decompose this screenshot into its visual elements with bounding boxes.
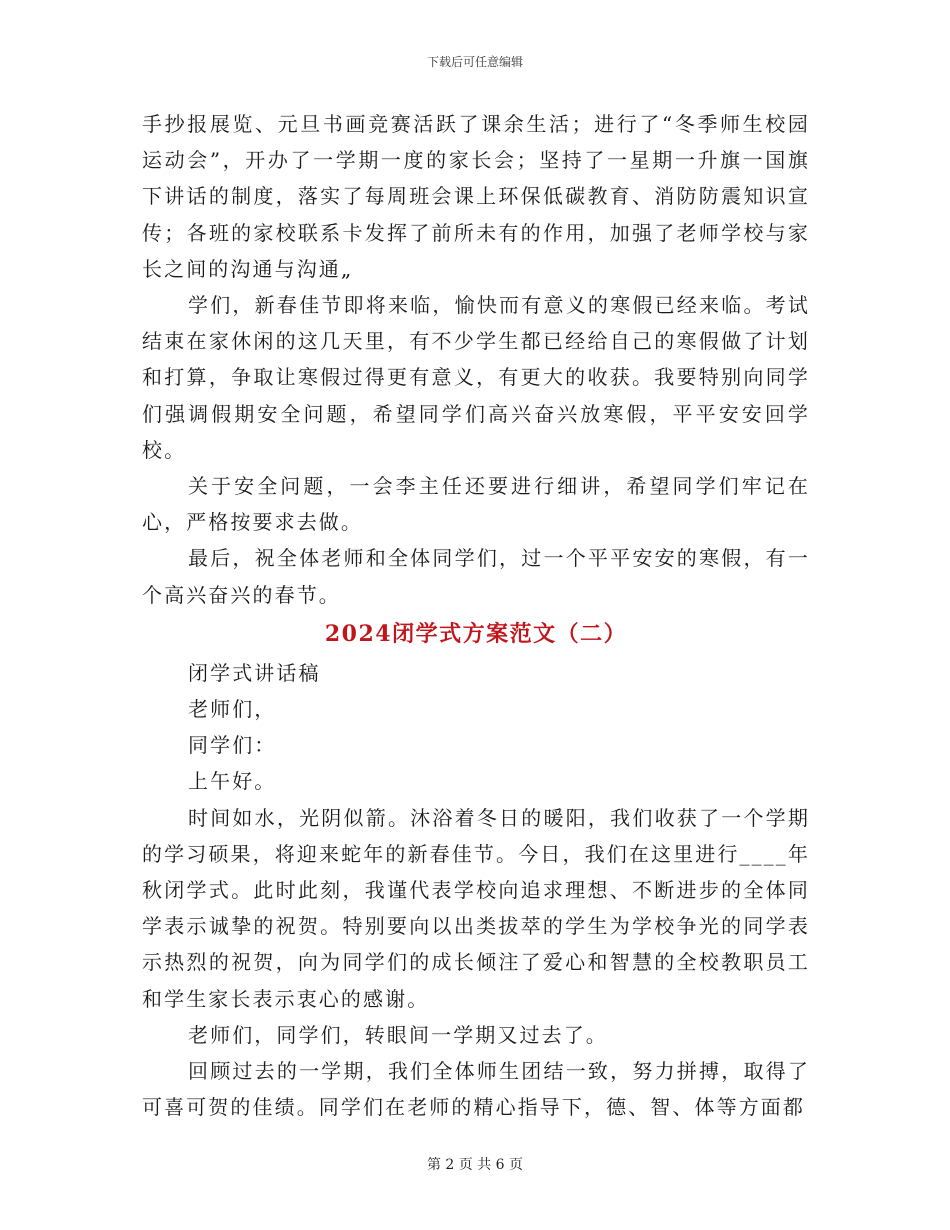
paragraph-winter-break: 学们，新春佳节即将来临，愉快而有意义的寒假已经来临。考试结束在家休闲的这几天里，有不少学生都已经给自己的寒假做了计划和打算，争取让寒假过得更有意义，有更大的收获。我要特别向同学们强调假期安全问题，希望同学们高兴奋兴放寒假，平平安安回学校。 <box>142 293 810 462</box>
paragraph-greeting-teachers: 老师们， <box>188 697 277 722</box>
paragraph-review: 回顾过去的一学期，我们全体师生团结一致，努力拼搏，取得了可喜可贺的佳绩。同学们在老师的精心指导下，德、智、体等方面都 <box>142 1059 810 1120</box>
paragraph-activities: 手抄报展览、元旦书画竞赛活跃了课余生活；进行了“冬季师生校园运动会”，开办了一学期一度的家长会；坚持了一星期一升旗一国旗下讲话的制度，落实了每周班会课上环保低碳教育、消防防震知识宣传；各班的家校联系卡发挥了前所未有的作用，加强了老师学校与家长之间的沟通与沟通„ <box>142 112 810 281</box>
page-header-note: 下载后可任意编辑 <box>426 55 523 69</box>
paragraph-greeting-students: 同学们： <box>188 733 277 758</box>
paragraph-safety: 关于安全问题，一会李主任还要进行细讲，希望同学们牢记在心，严格按要求去做。 <box>142 474 810 535</box>
paragraph-good-morning: 上午好。 <box>188 769 277 794</box>
paragraph-closing-wishes: 最后，祝全体老师和全体同学们，过一个平平安安的寒假，有一个高兴奋兴的春节。 <box>142 546 810 607</box>
paragraph-time-flies: 时间如水，光阴似箭。沐浴着冬日的暖阳，我们收获了一个学期的学习硕果，将迎来蛇年的新春佳节。今日，我们在这里进行____年秋闭学式。此时此刻，我谨代表学校向追求理想、不断进步的全体同学表示诚挚的祝贺。特别要向以出类拔萃的学生为学校争光的同学表示热烈的祝贺，向为同学们的成长倾注了爱心和智慧的全校教职员工和学生家长表示衷心的感谢。 <box>142 805 810 1011</box>
paragraph-speech-title: 闭学式讲话稿 <box>188 660 321 685</box>
section-title: 2024闭学式方案范文（二） <box>324 620 628 647</box>
document-body <box>142 106 810 1125</box>
paragraph-semester-passed: 老师们，同学们，转眼间一学期又过去了。 <box>188 1022 608 1047</box>
page-number: 第 2 页 共 6 页 <box>426 1157 524 1173</box>
